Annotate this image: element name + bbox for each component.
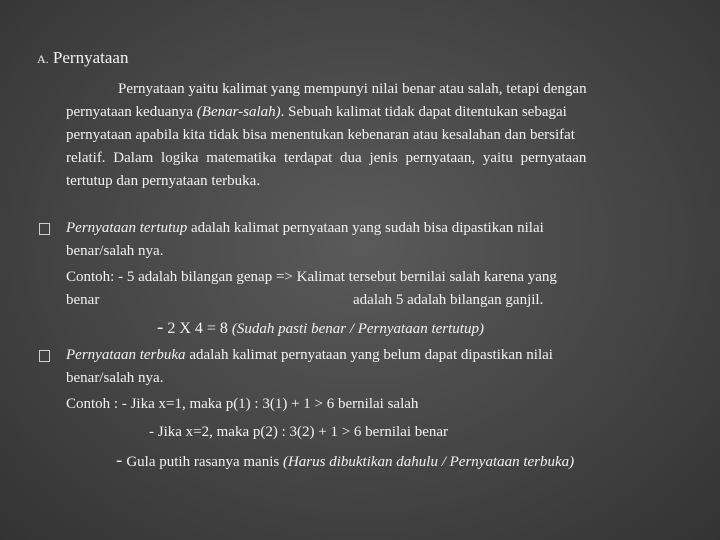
tertutup-example-2-dash: - bbox=[157, 317, 164, 338]
intro-line-3: pernyataan apabila kita tidak bisa menentukan kebenaran atau kesalahan dan bersifat bbox=[66, 127, 575, 143]
tertutup-definition-text: adalah kalimat pernyataan yang sudah bisa dipastikan nilai bbox=[187, 220, 544, 236]
intro-line-2-pre: pernyataan keduanya bbox=[66, 104, 197, 120]
tertutup-definition-cont: benar/salah nya. bbox=[66, 243, 164, 259]
intro-line-2 bbox=[66, 101, 567, 124]
terbuka-example-3 bbox=[116, 450, 574, 472]
tertutup-example-2-note: (Sudah pasti benar / Pernyataan tertutup) bbox=[231, 321, 484, 337]
tertutup-example-line-2-left: benar bbox=[66, 292, 100, 308]
tertutup-example-line-1: Contoh: - 5 adalah bilangan genap => Kalimat tersebut bernilai salah karena yang bbox=[66, 269, 557, 285]
intro-line-4 bbox=[66, 147, 692, 170]
bullet-box-icon bbox=[39, 349, 50, 367]
intro-line-4-text: relatif. Dalam logika matematika terdapat dua jenis pernyataan, yaitu pernyataan bbox=[66, 150, 587, 166]
intro-line-5: tertutup dan pernyataan terbuka. bbox=[66, 173, 261, 189]
intro-line-2-post: . Sebuah kalimat tidak dapat ditentukan sebagai bbox=[280, 104, 567, 120]
tertutup-definition bbox=[66, 220, 544, 237]
terbuka-example-line-2: - Jika x=2, maka p(2) : 3(2) + 1 > 6 bernilai benar bbox=[149, 424, 449, 440]
terbuka-example-3-text: Gula putih rasanya manis bbox=[126, 454, 283, 470]
tertutup-term: Pernyataan tertutup bbox=[66, 220, 188, 236]
terbuka-example-3-dash: - bbox=[116, 450, 123, 471]
terbuka-example-line-1: Contoh : - Jika x=1, maka p(1) : 3(1) + 1 > 6 bernilai salah bbox=[66, 396, 419, 412]
terbuka-term: Pernyataan terbuka bbox=[66, 347, 186, 363]
terbuka-definition-text: adalah kalimat pernyataan yang belum dapat dipastikan nilai bbox=[185, 347, 553, 363]
terbuka-example-3-note: (Harus dibuktikan dahulu / Pernyataan terbuka) bbox=[282, 454, 575, 470]
intro-line-2-italic: (Benar-salah) bbox=[196, 104, 281, 120]
heading-letter: A. bbox=[37, 52, 49, 66]
tertutup-example-2 bbox=[157, 317, 484, 339]
bullet-box-icon bbox=[39, 222, 50, 240]
tertutup-example-2-text: 2 X 4 = 8 bbox=[167, 320, 232, 337]
heading-title: Pernyataan bbox=[52, 48, 129, 67]
tertutup-example-line-2-right: adalah 5 adalah bilangan ganjil. bbox=[353, 292, 544, 308]
intro-line-1: Pernyataan yaitu kalimat yang mempunyi nilai benar atau salah, tetapi dengan bbox=[118, 81, 587, 97]
section-heading bbox=[37, 48, 128, 68]
terbuka-definition-cont: benar/salah nya. bbox=[66, 370, 164, 386]
terbuka-definition bbox=[66, 347, 553, 364]
